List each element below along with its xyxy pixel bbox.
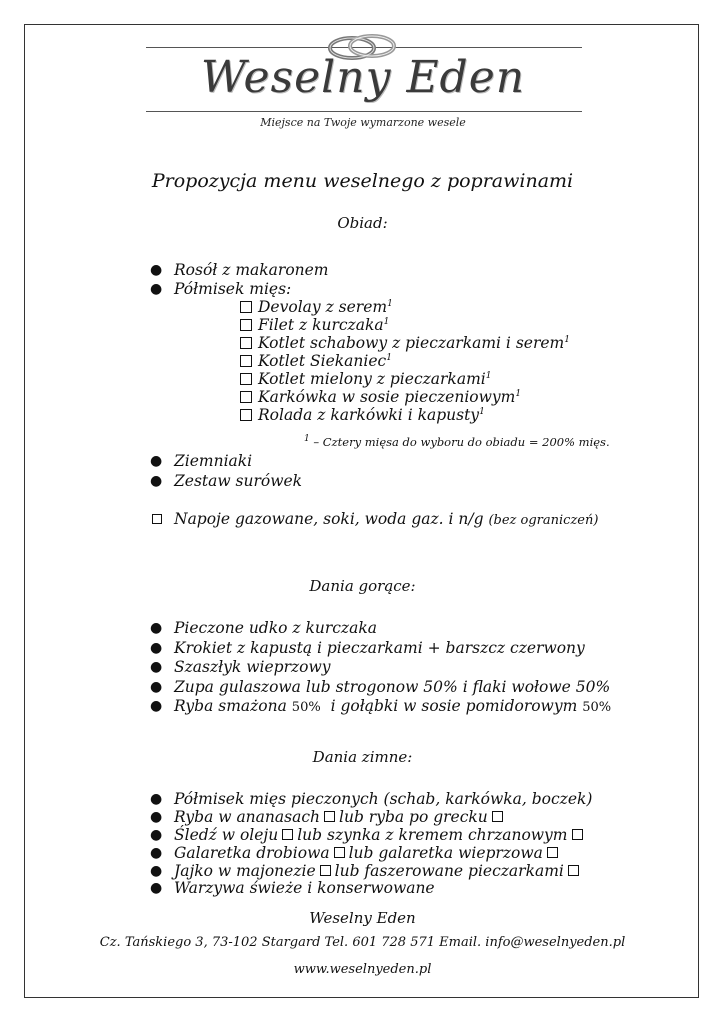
bullet-icon: ● (150, 453, 163, 469)
checkbox-icon (240, 409, 252, 421)
menu-item: Rosół z makaronem (174, 261, 329, 279)
meat-option: Karkówka w sosie pieczeniowym$^1$ (240, 388, 521, 406)
menu-item: Półmisek mięs: (174, 280, 292, 298)
bullet-icon: ● (150, 809, 163, 825)
checkbox-icon (568, 865, 579, 876)
bullet-icon: ● (150, 827, 163, 843)
menu-item: Krokiet z kapustą i pieczarkami + barszcz czerwony (174, 639, 585, 657)
bullet-icon: ● (150, 845, 163, 861)
section-heading-dania-gorace: Dania gorące: (309, 577, 416, 595)
footer-contact: Cz. Tańskiego 3, 73-102 Stargard Tel. 601 728 571 Email. info@weselnyeden.pl (99, 935, 626, 950)
checkbox-icon (492, 811, 503, 822)
brand-logo: Weselny Eden (200, 52, 526, 103)
menu-item: Pieczone udko z kurczaka (174, 619, 377, 637)
footnote: $^1$ – Cztery mięsa do wyboru do obiadu = 200% mięs. (304, 434, 610, 449)
bullet-icon: ● (150, 281, 163, 297)
bullet-icon: ● (150, 863, 163, 879)
tagline: Miejsce na Twoje wymarzone wesele (260, 116, 466, 129)
menu-item: Szaszłyk wieprzowy (174, 658, 331, 676)
meat-option: Kotlet Siekaniec$^1$ (240, 352, 392, 370)
page-title: Propozycja menu weselnego z poprawinami (151, 170, 574, 192)
menu-item: Galaretka drobiowa lub galaretka wieprzowa (174, 844, 562, 862)
logo-rule-bottom (146, 111, 582, 112)
footer-brand: Weselny Eden (309, 909, 416, 927)
bullet-icon: ● (150, 791, 163, 807)
checkbox-icon (152, 514, 162, 524)
menu-item: Ryba smażona 50% i gołąbki w sosie pomidorowym 50% (174, 697, 612, 715)
meat-option: Kotlet schabowy z pieczarkami i serem$^1$ (240, 334, 570, 352)
bullet-icon: ● (150, 640, 163, 656)
checkbox-icon (282, 829, 293, 840)
meat-option: Devolay z serem$^1$ (240, 298, 393, 316)
checkbox-icon (572, 829, 583, 840)
menu-item: Ryba w ananasach lub ryba po grecku (174, 808, 507, 826)
checkbox-icon (334, 847, 345, 858)
menu-item: Półmisek mięs pieczonych (schab, karkówka, boczek) (174, 790, 593, 808)
menu-item: Śledź w oleju lub szynka z kremem chrzanowym (174, 826, 587, 844)
checkbox-icon (240, 319, 252, 331)
checkbox-icon (240, 391, 252, 403)
bullet-icon: ● (150, 473, 163, 489)
bullet-icon: ● (150, 620, 163, 636)
meat-option: Kotlet mielony z pieczarkami$^1$ (240, 370, 491, 388)
menu-item: Jajko w majonezie lub faszerowane pieczarkami (174, 862, 583, 880)
menu-item: Ziemniaki (174, 452, 253, 470)
section-heading-obiad: Obiad: (337, 214, 388, 232)
checkbox-icon (324, 811, 335, 822)
bullet-icon: ● (150, 679, 163, 695)
bullet-icon: ● (150, 262, 163, 278)
checkbox-icon (547, 847, 558, 858)
bullet-icon: ● (150, 698, 163, 714)
meat-option: Rolada z karkówki i kapusty$^1$ (240, 406, 485, 424)
menu-item: Warzywa świeże i konserwowane (174, 879, 435, 897)
bullet-icon: ● (150, 659, 163, 675)
section-heading-dania-zimne: Dania zimne: (312, 748, 413, 766)
bullet-icon: ● (150, 880, 163, 896)
checkbox-icon (240, 337, 252, 349)
meat-option: Filet z kurczaka$^1$ (240, 316, 389, 334)
footer-website-link[interactable]: www.weselnyeden.pl (293, 962, 432, 977)
checkbox-icon (240, 373, 252, 385)
menu-item: Zupa gulaszowa lub strogonow 50% i flaki wołowe 50% (174, 678, 611, 696)
checkbox-icon (240, 301, 252, 313)
menu-item: Zestaw surówek (174, 472, 303, 490)
checkbox-icon (240, 355, 252, 367)
checkbox-icon (320, 865, 331, 876)
menu-item-drinks: Napoje gazowane, soki, woda gaz. i n/g (bez ograniczeń) (174, 510, 599, 528)
